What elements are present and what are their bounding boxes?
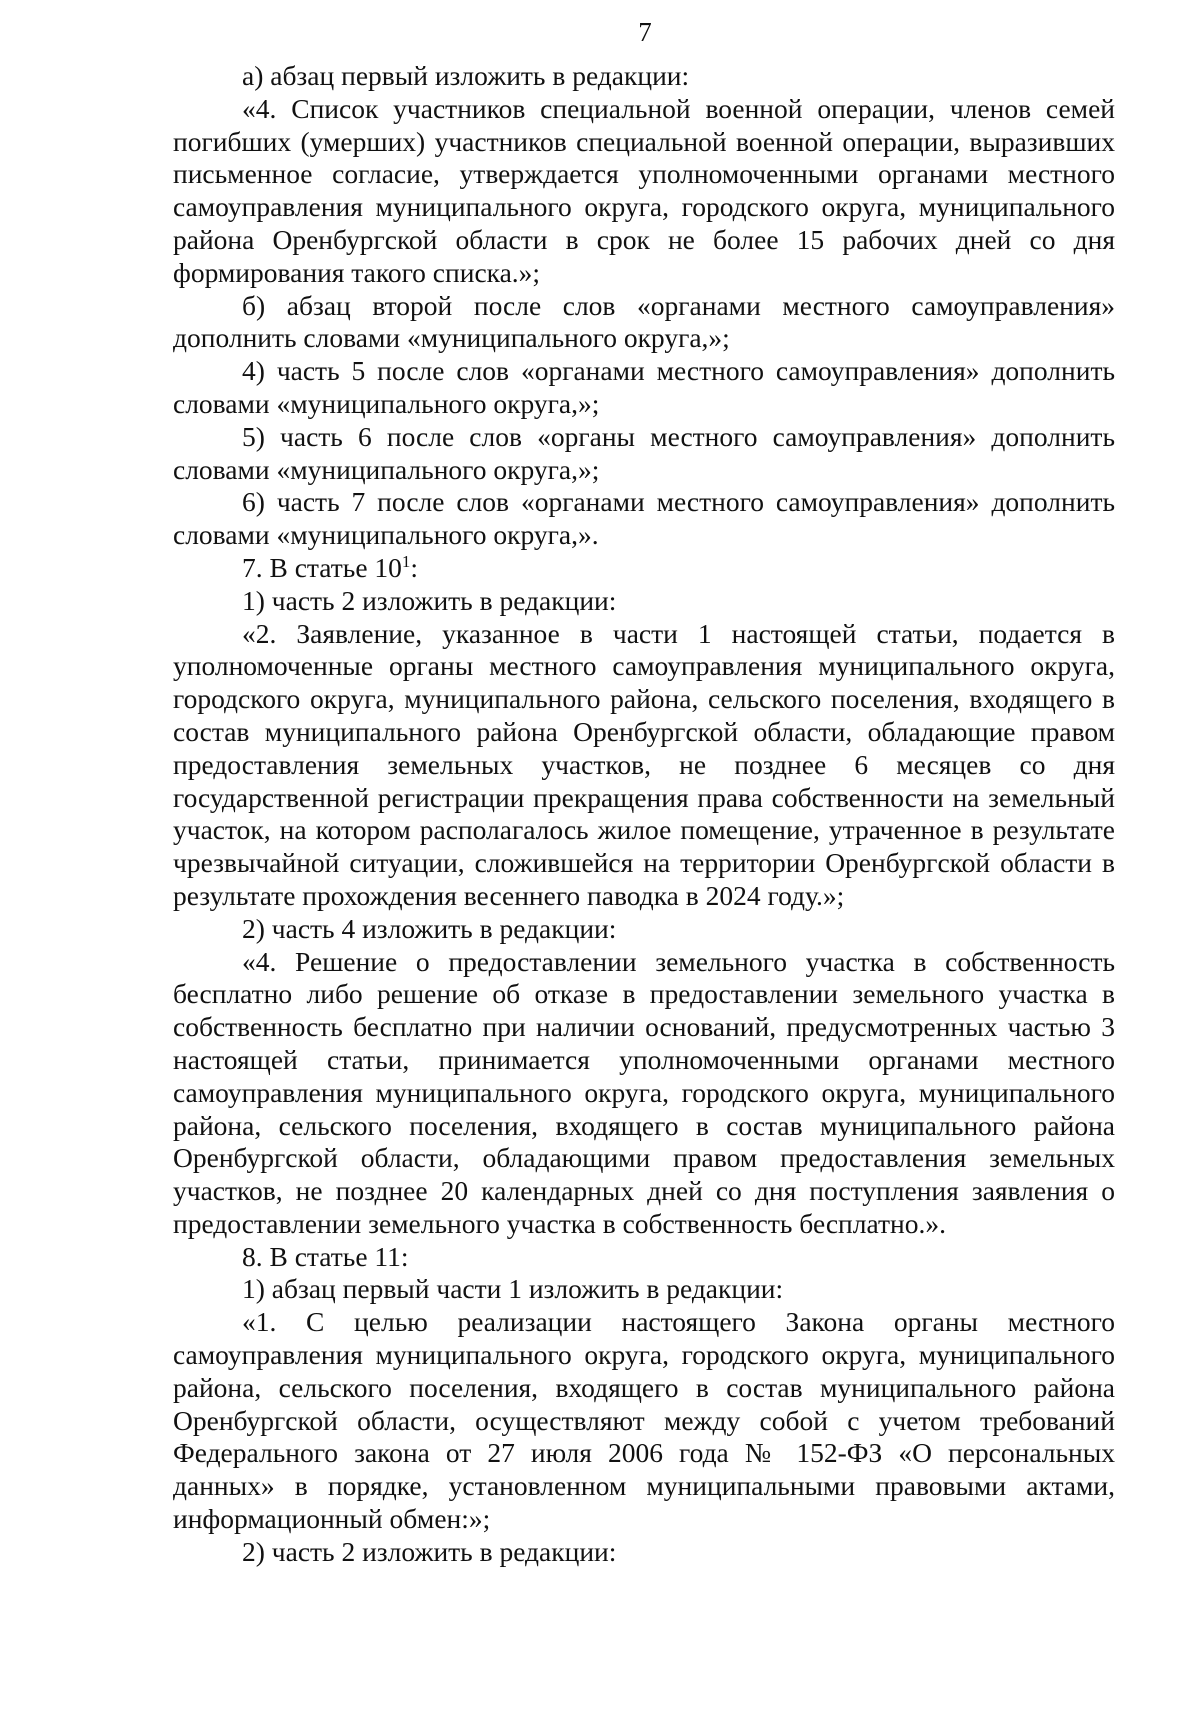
paragraph-b-second-abzats: б) абзац второй после слов «органами местного самоуправления» дополнить словами «муниципального округа,»; — [173, 289, 1115, 354]
paragraph-item-4-part-5: 4) часть 5 после слов «органами местного самоуправления» дополнить словами «муниципального округа,»; — [173, 355, 1115, 419]
paragraph-item-2-part-4: 2) часть 4 изложить в редакции: — [242, 912, 617, 944]
paragraph-quote-part-2-application: «2. Заявление, указанное в части 1 настоящей статьи, подается в уполномоченные органы местного самоуправления муниципального округа, городского округа, муниципального района, сельского поселения, входящего в состав муниципального района Оренбургской области, обладающие правом предоставления земельных участков, не позднее 6 месяцев со дня государственной регистрации прекращения права собственности на земельный участок, на котором располагалось жилое помещение, утраченное в результате чрезвычайной ситуации, сложившейся на территории Оренбургской области в результате прохождения весеннего паводка в 2024 году.»; — [173, 617, 1115, 911]
paragraph-article-11-heading: 8. В статье 11: — [242, 1240, 409, 1272]
paragraph-article-10-1-heading — [173, 552, 1115, 585]
paragraph-item-6-part-7: 6) часть 7 после слов «органами местного самоуправления» дополнить словами «муниципального округа,». — [173, 486, 1115, 551]
article-10-superscript: 1 — [401, 551, 411, 571]
document-body — [173, 60, 1115, 1569]
paragraph-item-1-part-2: 1) часть 2 изложить в редакции: — [242, 584, 617, 616]
paragraph-item-1-part-1: 1) абзац первый части 1 изложить в редакции: — [242, 1273, 784, 1305]
paragraph-item-2-part-2: 2) часть 2 изложить в редакции: — [242, 1535, 617, 1567]
paragraph-quote-part-1-info-exchange: «1. С целью реализации настоящего Закона органы местного самоуправления муниципального округа, городского округа, муниципального района, сельского поселения, входящего в состав муниципального района Оренбургской области, осуществляют между собой с учетом требований Федерального закона от 27 июля 2006 года № 152-ФЗ «О персональных данных» в порядке, установленном муниципальными правовыми актами, информационный обмен:»; — [173, 1306, 1115, 1535]
article-10-label: 7. В статье 10 — [242, 551, 402, 583]
page-number: 7 — [638, 17, 652, 47]
paragraph-quote-part-4-land-decision: «4. Решение о предоставлении земельного участка в собственность бесплатно либо решение об отказе в предоставлении земельного участка в собственность бесплатно при наличии оснований, предусмотренных частью 3 настоящей статьи, принимается уполномоченными органами местного самоуправления муниципального округа, городского округа, муниципального района, сельского поселения, входящего в состав муниципального района Оренбургской области, обладающими правом предоставления земельных участков, не позднее 20 календарных дней со дня поступления заявления о предоставлении земельного участка в собственность бесплатно.». — [173, 945, 1115, 1239]
paragraph-item-5-part-6: 5) часть 6 после слов «органы местного самоуправления» дополнить словами «муниципального округа,»; — [173, 420, 1115, 485]
article-10-colon: : — [410, 551, 419, 583]
paragraph-a-first-abzats: а) абзац первый изложить в редакции: — [242, 60, 690, 91]
paragraph-quote-part-4-svo-list: «4. Список участников специальной военной операции, членов семей погибших (умерших) участников специальной военной операции, выразивших письменное согласие, утверждается уполномоченными органами местного самоуправления муниципального округа, городского округа, муниципального района Оренбургской области в срок не более 15 рабочих дней со дня формирования такого списка.»; — [173, 92, 1115, 288]
